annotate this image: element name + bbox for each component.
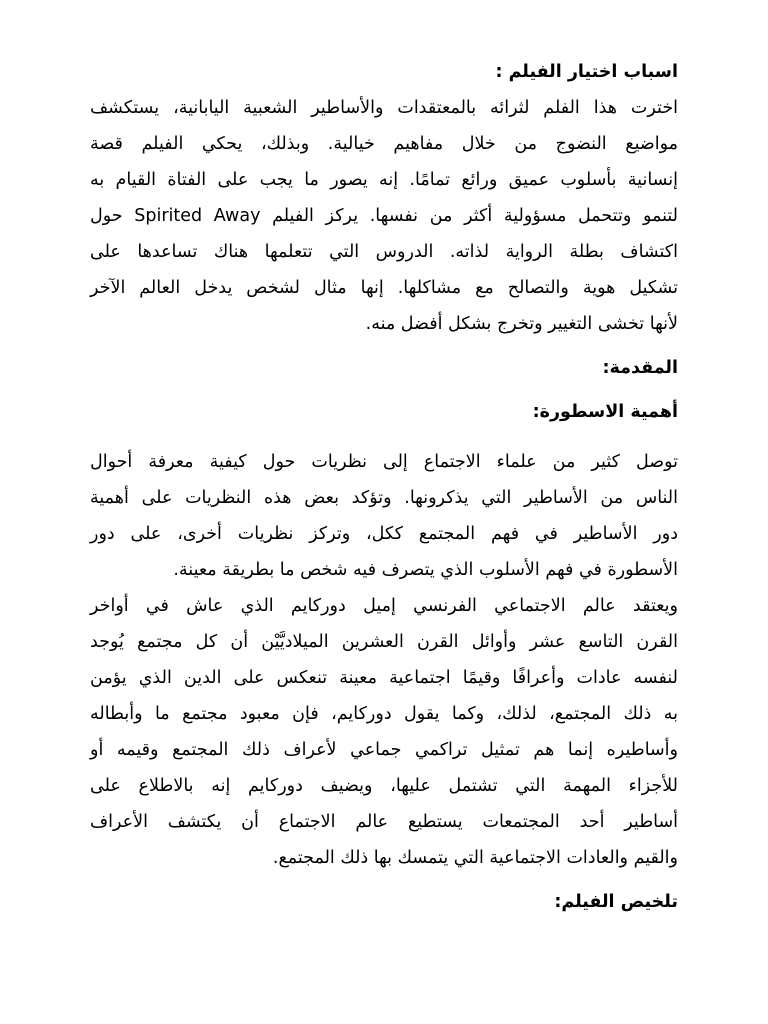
heading-summary: تلخيص الفيلم:: [554, 892, 678, 912]
paragraph-line: للأجزاء المهمة التي تشتمل عليها، ويضيف دوركايم إنه بالاطلاع على: [90, 776, 678, 796]
paragraph-line: الناس من الأساطير التي يذكرونها. وتؤكد بعض هذه النظريات على أهمية: [90, 488, 678, 508]
paragraph-importance: [90, 444, 678, 876]
paragraph-line: الأسطورة في فهم الأسلوب الذي يتصرف فيه شخص ما بطريقة معينة.: [173, 560, 678, 580]
paragraph-line: توصل كثير من علماء الاجتماع إلى نظريات حول كيفية معرفة أحوال: [90, 452, 678, 472]
paragraph-line: به ذلك المجتمع، لذلك، وكما يقول دوركايم، فإن معبود مجتمع ما وأبطاله: [90, 704, 678, 724]
paragraph-line: إنسانية بأسلوب عميق ورائع تمامًا. إنه يصور ما يجب على الفتاة القيام به: [90, 170, 678, 190]
paragraph-line: والقيم والعادات الاجتماعية التي يتمسك بها ذلك المجتمع.: [272, 848, 678, 868]
heading-importance: أهمية الاسطورة:: [532, 402, 678, 422]
paragraph-line: دور الأساطير في فهم المجتمع ككل، وتركز نظريات أخرى، على دور: [90, 524, 678, 544]
paragraph-line: القرن التاسع عشر وأوائل القرن العشرين الميلاديَّيْن أن كل مجتمع يُوجد: [90, 632, 678, 652]
heading-reasons: اسباب اختيار الفيلم :: [495, 62, 678, 82]
paragraph-line: وأساطيره إنما هم تمثيل تراكمي جماعي لأعراف ذلك المجتمع وقيمه أو: [90, 740, 678, 760]
paragraph-line: اخترت هذا الفلم لثرائه بالمعتقدات والأساطير الشعبية اليابانية، يستكشف: [90, 98, 678, 118]
paragraph-line: ويعتقد عالم الاجتماعي الفرنسي إميل دوركايم الذي عاش في أواخر: [90, 596, 678, 616]
paragraph-line: اكتشاف بطلة الرواية لذاته. الدروس التي تتعلمها هناك تساعدها على: [90, 242, 678, 262]
paragraph-line: أساطير أحد المجتمعات يستطيع عالم الاجتماع أن يكتشف الأعراف: [90, 812, 678, 832]
paragraph-line: مواضيع النضوج من خلال مفاهيم خيالية. وبذلك، يحكي الفيلم قصة: [90, 134, 678, 154]
paragraph-reasons: [90, 90, 678, 342]
paragraph-line: لأنها تخشى التغيير وتخرج بشكل أفضل منه.: [365, 314, 678, 334]
paragraph-line: تشكيل هوية والتصالح مع مشاكلها. إنها مثال لشخص يدخل العالم الآخر: [90, 278, 678, 298]
paragraph-line: لنفسه عادات وأعرافًا وقيمًا اجتماعية معينة تنعكس على الدين الذي يؤمن: [90, 668, 678, 688]
paragraph-line: لتنمو وتتحمل مسؤولية أكثر من نفسها. يركز الفيلم Spirited Away حول: [90, 206, 678, 226]
heading-intro: المقدمة:: [602, 358, 678, 378]
document-body: [90, 54, 678, 920]
